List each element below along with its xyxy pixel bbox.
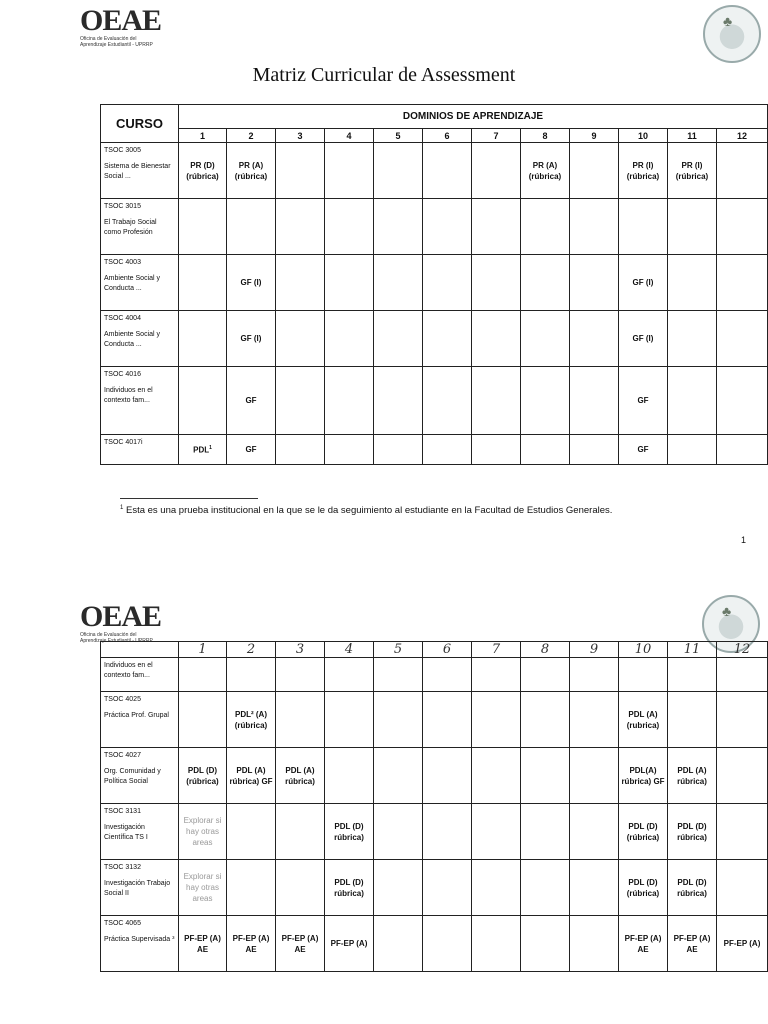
matrix-cell (276, 658, 325, 692)
table-row (101, 255, 768, 311)
matrix-cell: PDL (A) rúbrica) GF (227, 748, 276, 804)
matrix-cell: GF (I) (227, 255, 276, 311)
footnote-mark: 1 (120, 505, 124, 511)
matrix-cell (374, 692, 423, 748)
footnote-text: Esta es una prueba institucional en la que se le da seguimiento al estudiante en la Facultad de Estudios Generales. (125, 505, 613, 517)
course-name: Ambiente Social y Conducta ... (104, 275, 161, 292)
table-row (101, 199, 768, 255)
matrix-cell: PF-EP (A) AE (619, 916, 668, 972)
column-number: 5 (374, 129, 423, 143)
matrix-cell: PDL (D) (rúbrica) (619, 860, 668, 916)
matrix-cell (179, 255, 227, 311)
matrix-cell (668, 311, 717, 367)
course-name: El Trabajo Social como Profesión (104, 219, 157, 236)
matrix-cell (570, 916, 619, 972)
page-number: 1 (741, 535, 747, 545)
matrix-cell (423, 143, 472, 199)
course-cell (101, 804, 179, 860)
course-name: Individuos en el contexto fam... (104, 662, 153, 679)
column-numbers (101, 129, 768, 143)
matrix-cell (668, 658, 717, 692)
matrix-cell (179, 367, 227, 435)
course-code: TSOC 4017i (104, 439, 143, 446)
course-cell (101, 916, 179, 972)
matrix-cell: PDL (D) rúbrica) (325, 860, 374, 916)
matrix-cell (423, 860, 472, 916)
matrix-cell (325, 435, 374, 465)
matrix-cell (325, 143, 374, 199)
matrix-cell (472, 692, 521, 748)
table-row (101, 658, 768, 692)
matrix-cell (472, 143, 521, 199)
matrix-cell (374, 143, 423, 199)
matrix-cell (276, 255, 325, 311)
course-cell (101, 748, 179, 804)
matrix-cell (619, 199, 668, 255)
matrix-cell (374, 860, 423, 916)
matrix-cell (668, 692, 717, 748)
matrix-cell (374, 804, 423, 860)
matrix-cell (717, 143, 768, 199)
table-row (101, 435, 768, 465)
column-number-handwritten: 6 (423, 642, 472, 658)
matrix-cell (325, 199, 374, 255)
table-row (101, 748, 768, 804)
matrix-cell: PR (I) (rúbrica) (668, 143, 717, 199)
column-number-handwritten: 1 (179, 642, 227, 658)
table-row (101, 143, 768, 199)
matrix-cell (423, 804, 472, 860)
table-row (101, 692, 768, 748)
column-number-handwritten: 8 (521, 642, 570, 658)
matrix-cell (276, 435, 325, 465)
course-name: Sistema de Bienestar Social ... (104, 163, 171, 180)
matrix-cell: PDL (D) rúbrica) (668, 804, 717, 860)
matrix-cell (423, 658, 472, 692)
matrix-cell (179, 692, 227, 748)
matrix-cell (570, 199, 619, 255)
matrix-cell (521, 199, 570, 255)
matrix-cell (717, 435, 768, 465)
matrix-cell (374, 748, 423, 804)
matrix-cell (325, 255, 374, 311)
matrix-cell: PF-EP (A) AE (227, 916, 276, 972)
course-cell (101, 311, 179, 367)
matrix-cell (276, 860, 325, 916)
matrix-cell (423, 367, 472, 435)
matrix-cell: PF-EP (A) (325, 916, 374, 972)
course-cell (101, 199, 179, 255)
matrix-cell (570, 435, 619, 465)
column-number-handwritten: 3 (276, 642, 325, 658)
matrix-cell (472, 255, 521, 311)
column-number-handwritten: 7 (472, 642, 521, 658)
course-cell (101, 435, 179, 465)
matrix-cell: PR (A) (rúbrica) (521, 143, 570, 199)
column-number: 4 (325, 129, 374, 143)
column-number-handwritten: 5 (374, 642, 423, 658)
matrix-cell (374, 367, 423, 435)
curriculum-matrix-table-2 (100, 641, 768, 972)
matrix-cell (325, 658, 374, 692)
course-code: TSOC 4065 (104, 920, 141, 927)
matrix-cell: GF (I) (227, 311, 276, 367)
university-seal-icon-page-2: ♣ (702, 595, 760, 653)
column-number: 2 (227, 129, 276, 143)
table-row (101, 367, 768, 435)
matrix-cell (717, 804, 768, 860)
column-number: 6 (423, 129, 472, 143)
matrix-cell (227, 804, 276, 860)
course-code: TSOC 4016 (104, 371, 141, 378)
table-row (101, 311, 768, 367)
matrix-cell: PDL (A) rúbrica) (668, 748, 717, 804)
matrix-cell: GF (619, 367, 668, 435)
matrix-cell (570, 804, 619, 860)
matrix-cell (374, 435, 423, 465)
oeae-logo-page-2 (80, 600, 180, 644)
course-cell (101, 255, 179, 311)
matrix-cell (521, 658, 570, 692)
matrix-cell: PDL (D) rúbrica) (325, 804, 374, 860)
matrix-cell: PDL (A) (rubrica) (619, 692, 668, 748)
matrix-cell: PDL$^1$ (179, 435, 227, 465)
course-cell (101, 692, 179, 748)
matrix-cell (423, 255, 472, 311)
matrix-cell (276, 199, 325, 255)
table-row (101, 860, 768, 916)
matrix-cell (717, 367, 768, 435)
matrix-cell (521, 367, 570, 435)
matrix-cell (717, 199, 768, 255)
matrix-cell (521, 916, 570, 972)
course-name: Práctica Prof. Grupal (104, 712, 169, 719)
matrix-cell (717, 748, 768, 804)
matrix-cell (570, 255, 619, 311)
matrix-cell (423, 311, 472, 367)
matrix-cell (227, 658, 276, 692)
course-code: TSOC 3015 (104, 203, 141, 210)
matrix-cell (423, 692, 472, 748)
table-row (101, 804, 768, 860)
matrix-cell (374, 199, 423, 255)
footnote (120, 505, 612, 516)
course-name: Investigación Trabajo Social II (104, 880, 171, 897)
matrix-cell (668, 255, 717, 311)
matrix-cell (521, 860, 570, 916)
oeae-logo (80, 4, 180, 48)
column-number-handwritten: 12 (717, 642, 768, 658)
logo-subtitle-2-page-2: Aprendizaje Estudiantil - UPRRP (80, 638, 153, 644)
matrix-cell (423, 916, 472, 972)
matrix-cell (423, 435, 472, 465)
matrix-cell: PR (A) (rúbrica) (227, 143, 276, 199)
matrix-cell: GF (I) (619, 255, 668, 311)
matrix-cell (276, 311, 325, 367)
column-number-handwritten: 2 (227, 642, 276, 658)
matrix-cell: PF-EP (A) AE (276, 916, 325, 972)
matrix-cell (472, 435, 521, 465)
matrix-cell (423, 199, 472, 255)
column-number-handwritten: 9 (570, 642, 619, 658)
matrix-cell (472, 311, 521, 367)
matrix-cell: GF (I) (619, 311, 668, 367)
matrix-cell (717, 658, 768, 692)
matrix-cell (227, 199, 276, 255)
matrix-cell (472, 748, 521, 804)
matrix-cell: PDL (D) (rúbrica) (619, 804, 668, 860)
course-cell (101, 143, 179, 199)
matrix-cell (179, 311, 227, 367)
logo-letters: OEAE (80, 4, 162, 37)
logo-subtitle-2: Aprendizaje Estudiantil - UPRRP (80, 42, 153, 48)
course-code: TSOC 4004 (104, 315, 141, 322)
matrix-cell (570, 143, 619, 199)
matrix-cell (325, 692, 374, 748)
matrix-cell (472, 199, 521, 255)
matrix-cell (472, 658, 521, 692)
matrix-cell (276, 143, 325, 199)
course-cell (101, 658, 179, 692)
matrix-cell (472, 860, 521, 916)
table-row (101, 916, 768, 972)
matrix-cell (668, 435, 717, 465)
matrix-cell: PR (D) (rúbrica) (179, 143, 227, 199)
matrix-cell (570, 367, 619, 435)
matrix-cell (472, 367, 521, 435)
matrix-cell (570, 692, 619, 748)
matrix-cell: PDL (A) rúbrica) (276, 748, 325, 804)
matrix-cell: PR (I) (rúbrica) (619, 143, 668, 199)
matrix-cell: PDL² (A) (rúbrica) (227, 692, 276, 748)
matrix-cell (179, 199, 227, 255)
matrix-cell (374, 658, 423, 692)
matrix-cell (374, 255, 423, 311)
matrix-cell (570, 748, 619, 804)
matrix-cell: PF-EP (A) (717, 916, 768, 972)
course-code: TSOC 4003 (104, 259, 141, 266)
matrix-cell: PF-EP (A) AE (179, 916, 227, 972)
matrix-cell (717, 255, 768, 311)
column-number: 8 (521, 129, 570, 143)
matrix-cell (570, 658, 619, 692)
matrix-cell (570, 311, 619, 367)
matrix-cell (668, 199, 717, 255)
matrix-cell: PF-EP (A) AE (668, 916, 717, 972)
footnote-divider (120, 498, 258, 499)
course-code: TSOC 4025 (104, 696, 141, 703)
pdl-footnote-mark: 1 (209, 445, 212, 452)
column-number-handwritten: 11 (668, 642, 717, 658)
matrix-cell (472, 916, 521, 972)
matrix-cell (325, 367, 374, 435)
matrix-cell (472, 804, 521, 860)
column-number: 3 (276, 129, 325, 143)
logo-subtitle-1: Oficina de Evaluación del (80, 36, 137, 42)
matrix-cell (619, 658, 668, 692)
matrix-cell (325, 311, 374, 367)
column-number: 1 (179, 129, 227, 143)
course-name: Práctica Supervisada ³ (104, 936, 175, 943)
matrix-cell (521, 311, 570, 367)
dominios-header: DOMINIOS DE APRENDIZAJE (179, 105, 768, 129)
matrix-cell (423, 748, 472, 804)
column-number-handwritten: 4 (325, 642, 374, 658)
matrix-cell (570, 860, 619, 916)
matrix-cell (179, 658, 227, 692)
curriculum-matrix-table-1 (100, 104, 768, 465)
matrix-cell (668, 367, 717, 435)
matrix-cell (276, 692, 325, 748)
matrix-cell: PDL(A) rúbrica) GF (619, 748, 668, 804)
column-number: 9 (570, 129, 619, 143)
course-name: Ambiente Social y Conducta ... (104, 331, 161, 348)
column-numbers-handwritten (101, 642, 768, 658)
matrix-cell: GF (619, 435, 668, 465)
matrix-cell (276, 804, 325, 860)
course-name: Investigación Científica TS I (104, 824, 148, 841)
matrix-cell (374, 916, 423, 972)
matrix-cell (276, 367, 325, 435)
course-name: Org. Comunidad y Política Social (104, 768, 161, 785)
course-code: TSOC 3132 (104, 864, 141, 871)
page-title: Matriz Curricular de Assessment (252, 64, 516, 86)
matrix-cell (374, 311, 423, 367)
course-code: TSOC 3131 (104, 808, 141, 815)
matrix-cell (521, 804, 570, 860)
matrix-cell (325, 748, 374, 804)
course-code: TSOC 3005 (104, 147, 141, 154)
matrix-cell: Explorar si hay otras areas (179, 804, 227, 860)
course-cell (101, 367, 179, 435)
column-number-handwritten: 10 (619, 642, 668, 658)
course-cell (101, 860, 179, 916)
course-name: Individuos en el contexto fam... (104, 387, 153, 404)
matrix-cell (227, 860, 276, 916)
column-number: 7 (472, 129, 521, 143)
matrix-cell (521, 692, 570, 748)
matrix-cell (521, 748, 570, 804)
matrix-cell (521, 255, 570, 311)
matrix-cell: Explorar si hay otras areas (179, 860, 227, 916)
matrix-cell (717, 692, 768, 748)
course-code: TSOC 4027 (104, 752, 141, 759)
logo-letters-page-2: OEAE (80, 600, 162, 633)
matrix-cell (717, 311, 768, 367)
blank-corner (101, 642, 179, 658)
matrix-cell: GF (227, 367, 276, 435)
logo-subtitle-1-page-2: Oficina de Evaluación del (80, 632, 137, 638)
university-seal-icon: ♣ (703, 5, 761, 63)
column-number: 10 (619, 129, 668, 143)
matrix-cell: PDL (D) (rúbrica) (179, 748, 227, 804)
curso-header: CURSO (101, 105, 179, 143)
matrix-cell: PDL (D) rúbrica) (668, 860, 717, 916)
column-number: 12 (717, 129, 768, 143)
matrix-cell (717, 860, 768, 916)
column-number: 11 (668, 129, 717, 143)
matrix-cell (521, 435, 570, 465)
matrix-cell: GF (227, 435, 276, 465)
